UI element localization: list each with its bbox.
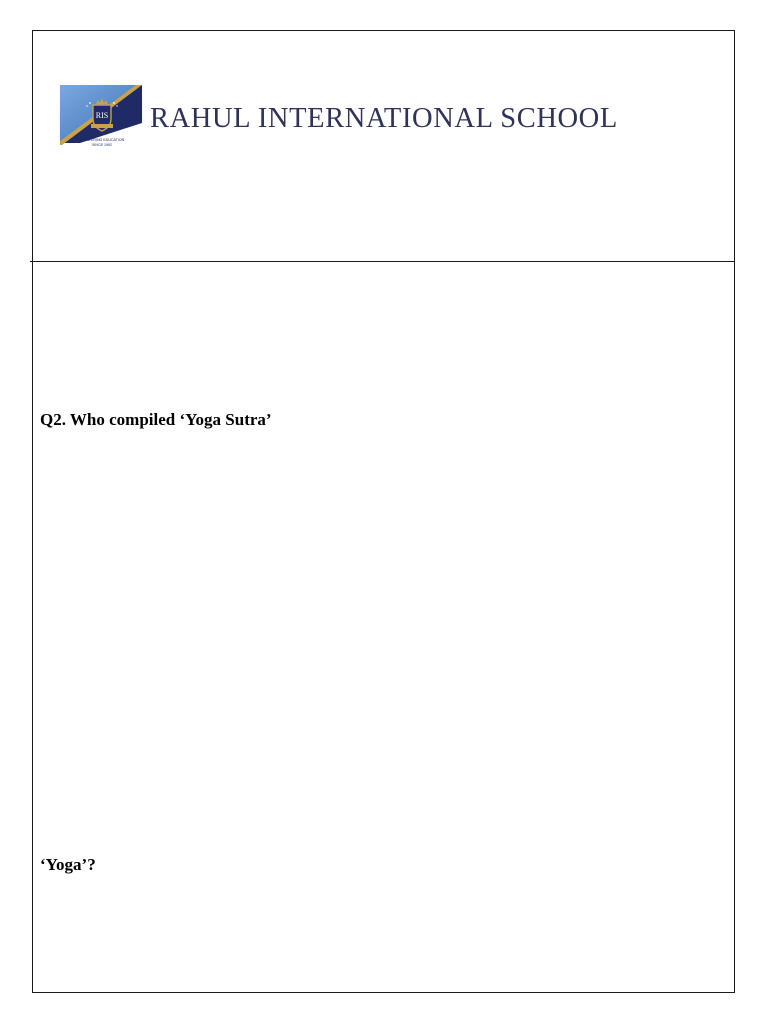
- logo-monogram: RIS: [95, 111, 109, 120]
- logo-since: SINCE 1992: [92, 143, 112, 147]
- question-text: ‘Yoga’?: [40, 855, 96, 874]
- logo-tagline: PIONEERING EDUCATION: [79, 138, 125, 142]
- header-divider: [30, 261, 734, 262]
- school-logo: [60, 85, 142, 149]
- question-2: Q2. Who compiled ‘Yoga Sutra’: [40, 410, 272, 429]
- school-name: RAHUL INTERNATIONAL SCHOOL: [150, 103, 618, 134]
- page-frame: [32, 30, 735, 993]
- school-crest-icon: [60, 85, 142, 149]
